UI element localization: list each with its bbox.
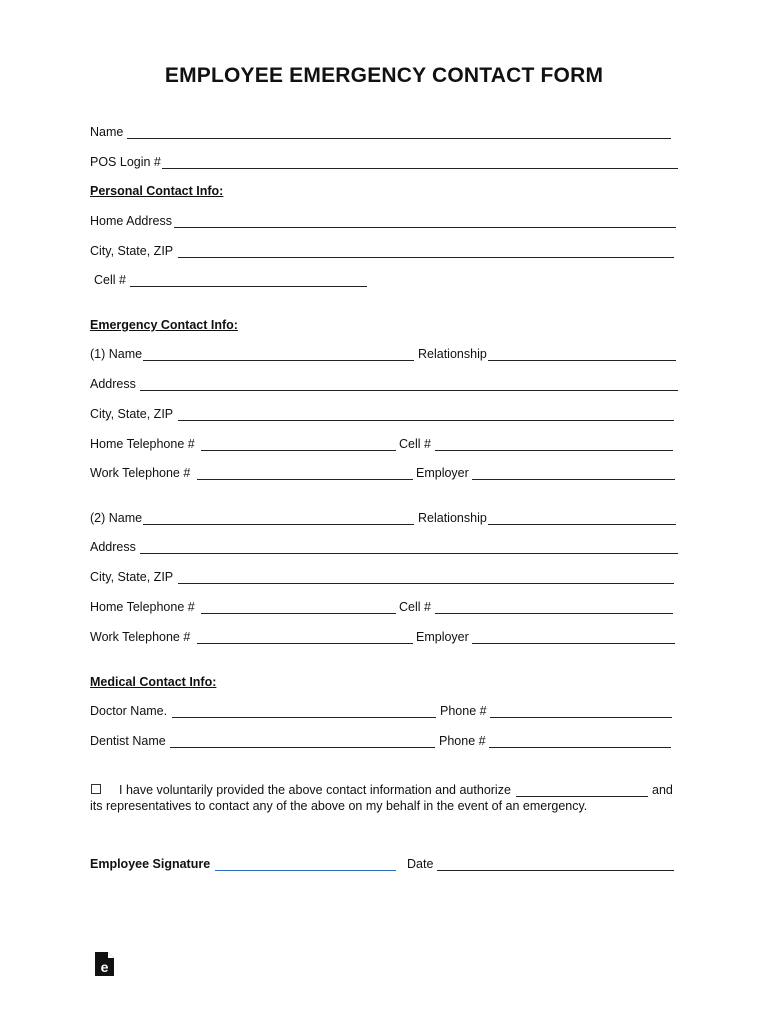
personal-city-field[interactable]: [178, 257, 674, 258]
contact2-employer-field[interactable]: [472, 643, 675, 644]
contact1-home-tel-field[interactable]: [201, 450, 396, 451]
dentist-name-field[interactable]: [170, 747, 435, 748]
contact1-work-tel-field[interactable]: [197, 479, 413, 480]
doctor-name-label: Doctor Name.: [90, 704, 168, 718]
contact2-employer-label: Employer: [416, 630, 469, 644]
contact2-relationship-label: Relationship: [418, 511, 487, 525]
contact1-city-field[interactable]: [178, 420, 674, 421]
contact1-address-field[interactable]: [140, 390, 678, 391]
employee-name-label: Name: [90, 125, 124, 139]
contact2-work-tel-label: Work Telephone #: [90, 630, 191, 644]
contact1-cell-field[interactable]: [435, 450, 673, 451]
personal-cell-label: Cell #: [94, 273, 126, 287]
employee-name-field[interactable]: [127, 138, 671, 139]
dentist-phone-field[interactable]: [489, 747, 671, 748]
doctor-phone-field[interactable]: [490, 717, 672, 718]
contact2-work-tel-field[interactable]: [197, 643, 413, 644]
personal-contact-heading: Personal Contact Info:: [90, 184, 224, 198]
emergency-contact-heading: Emergency Contact Info:: [90, 318, 238, 332]
contact2-name-label: (2) Name: [90, 511, 143, 525]
contact2-city-field[interactable]: [178, 583, 674, 584]
contact1-name-field[interactable]: [143, 360, 414, 361]
contact1-address-label: Address: [90, 377, 136, 391]
personal-cell-field[interactable]: [130, 286, 367, 287]
contact2-cell-field[interactable]: [435, 613, 673, 614]
document-e-logo-icon: [94, 950, 116, 978]
contact2-city-label: City, State, ZIP: [90, 570, 174, 584]
consent-checkbox[interactable]: [91, 784, 101, 794]
medical-contact-heading: Medical Contact Info:: [90, 675, 217, 689]
signature-field[interactable]: [215, 870, 396, 871]
contact1-relationship-label: Relationship: [418, 347, 487, 361]
logo-letter: e: [100, 959, 109, 975]
dentist-phone-label: Phone #: [439, 734, 486, 748]
consent-text-and: and: [652, 783, 673, 797]
contact2-relationship-field[interactable]: [488, 524, 676, 525]
pos-login-field[interactable]: [162, 168, 678, 169]
contact2-address-label: Address: [90, 540, 136, 554]
pos-login-label: POS Login #: [90, 155, 161, 169]
home-address-label: Home Address: [90, 214, 172, 228]
contact2-home-tel-label: Home Telephone #: [90, 600, 195, 614]
form-title: EMPLOYEE EMERGENCY CONTACT FORM: [164, 64, 604, 87]
contact2-name-field[interactable]: [143, 524, 414, 525]
date-field[interactable]: [437, 870, 674, 871]
contact1-employer-field[interactable]: [472, 479, 675, 480]
home-address-field[interactable]: [174, 227, 676, 228]
consent-text-line2: its representatives to contact any of the above on my behalf in the event of an emergency.: [90, 799, 588, 813]
contact2-home-tel-field[interactable]: [201, 613, 396, 614]
contact2-address-field[interactable]: [140, 553, 678, 554]
signature-label: Employee Signature: [90, 857, 211, 871]
consent-text-before: I have voluntarily provided the above contact information and authorize: [119, 783, 511, 797]
contact1-name-label: (1) Name: [90, 347, 143, 361]
date-label: Date: [407, 857, 434, 871]
contact1-city-label: City, State, ZIP: [90, 407, 174, 421]
contact2-cell-label: Cell #: [399, 600, 431, 614]
contact1-cell-label: Cell #: [399, 437, 431, 451]
contact1-work-tel-label: Work Telephone #: [90, 466, 191, 480]
contact1-relationship-field[interactable]: [488, 360, 676, 361]
doctor-phone-label: Phone #: [440, 704, 487, 718]
doctor-name-field[interactable]: [172, 717, 436, 718]
dentist-name-label: Dentist Name: [90, 734, 166, 748]
contact1-home-tel-label: Home Telephone #: [90, 437, 195, 451]
contact1-employer-label: Employer: [416, 466, 469, 480]
personal-city-label: City, State, ZIP: [90, 244, 174, 258]
